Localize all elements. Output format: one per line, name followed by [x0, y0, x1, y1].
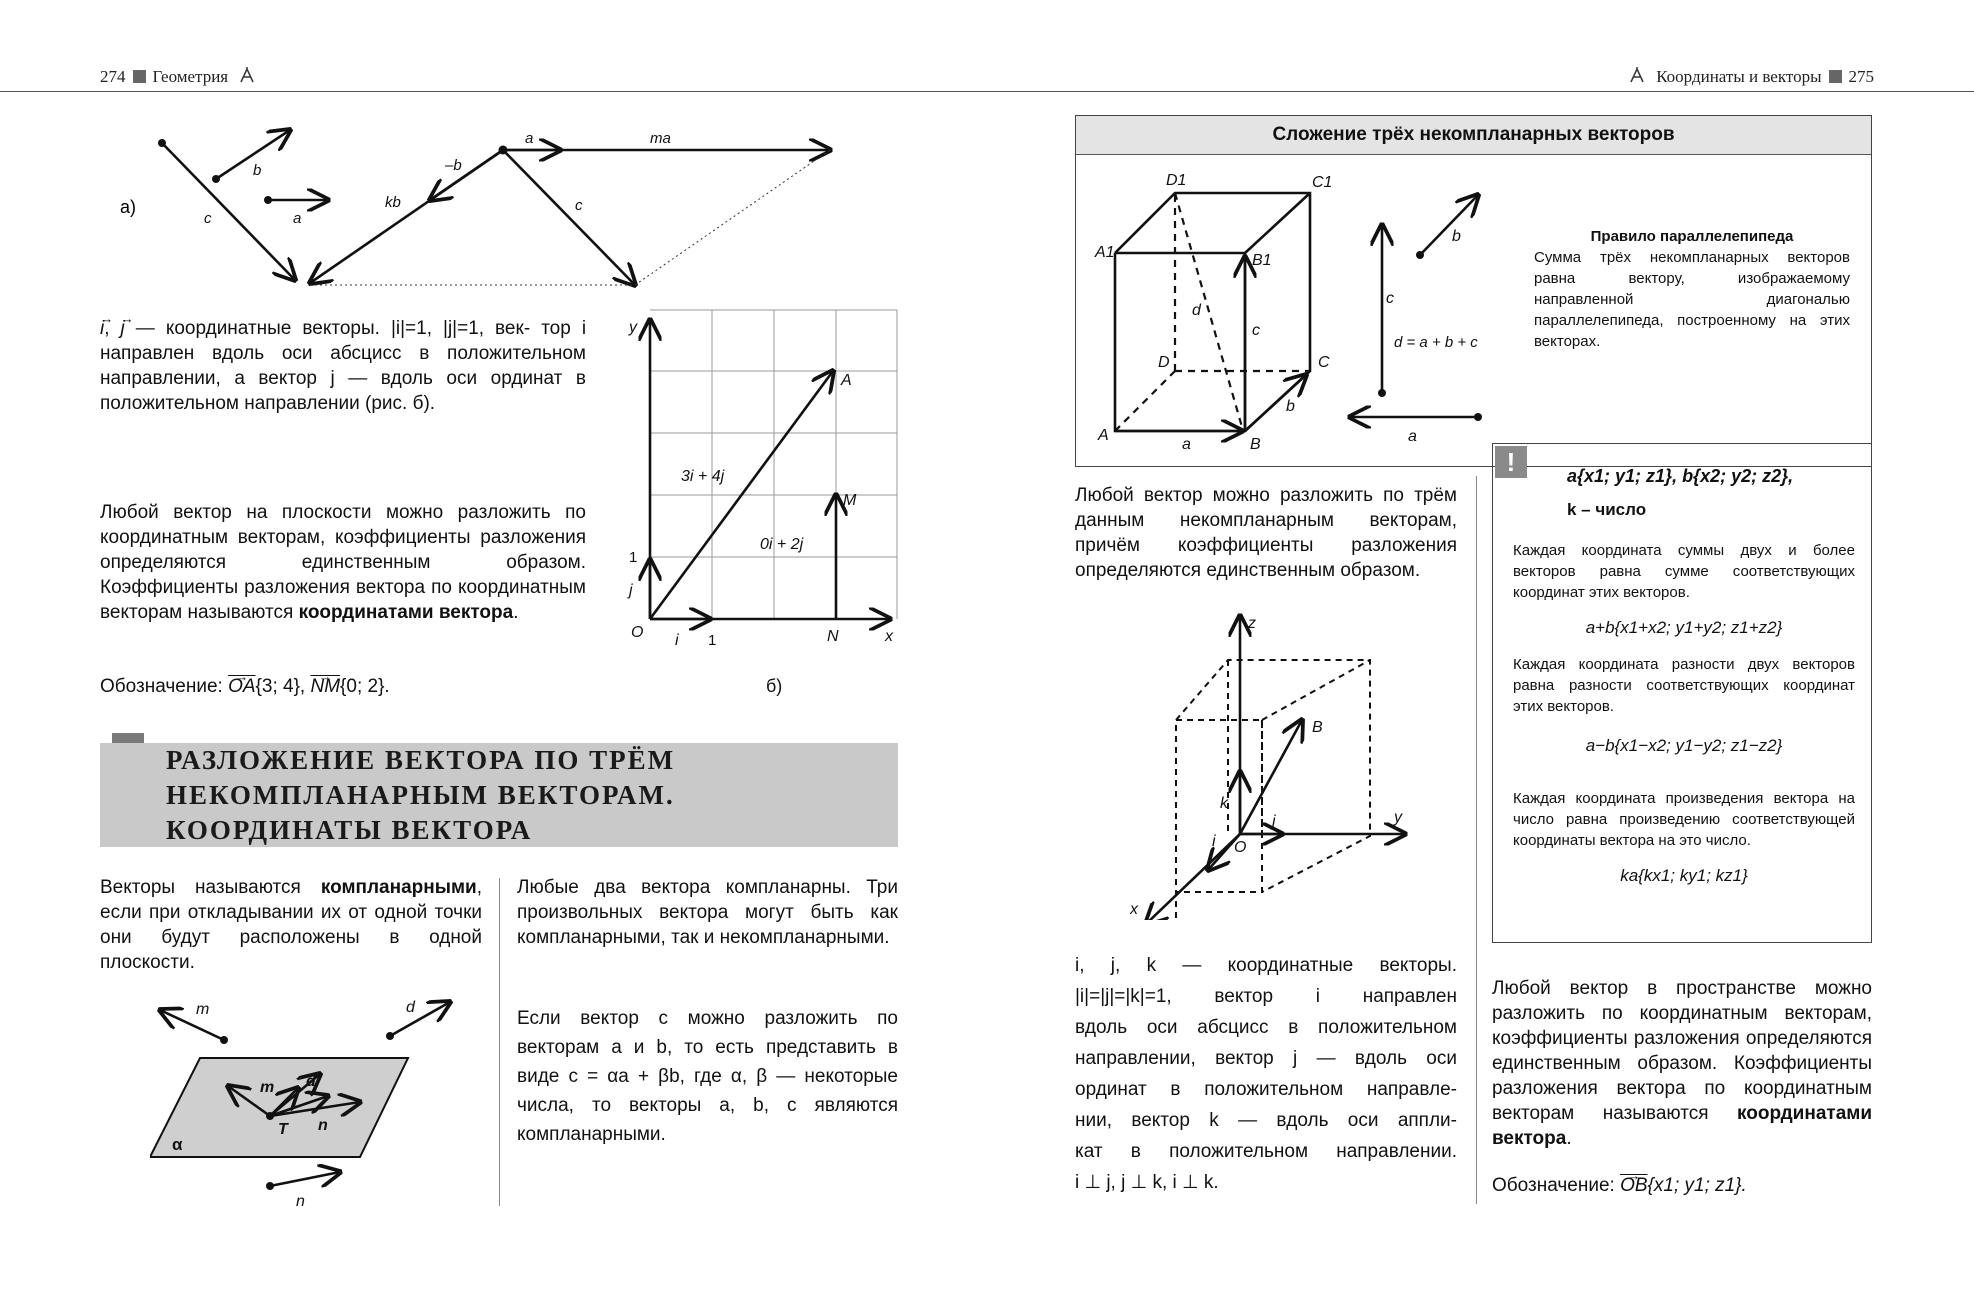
fig-a-label-kb: kb [385, 194, 401, 211]
coordinate-rules-note [1492, 443, 1872, 943]
fig-a-label-minus-b: –b [445, 157, 462, 174]
note-head-1: a{x1; y1; z1}, b{x2; y2; z2}, [1567, 466, 1794, 486]
cube-label-va: a [1182, 436, 1191, 453]
cube-label-a: A [1098, 427, 1109, 444]
note-head-2: k – число [1567, 500, 1647, 519]
ijk-perp: i ⊥ j, j ⊥ k, i ⊥ k. [1075, 1172, 1219, 1193]
ijk-paragraph [1075, 950, 1457, 1198]
cube-label-vb: b [1286, 398, 1295, 415]
side-label-a: a [1408, 428, 1417, 445]
fig-a-label-ma: ma [650, 130, 671, 147]
grid-label-oa-expr: 3i + 4j [681, 468, 725, 485]
notation-nm-name: → $\overline{NM}$ [310, 674, 340, 699]
header-square-icon [133, 70, 146, 83]
right-page-number: 275 [1848, 67, 1874, 86]
parallelepiped-rule [1534, 226, 1850, 352]
ijk-line-2: |i|=|j|=|k|=1, вектор i направлен [1075, 986, 1457, 1007]
right-header-title: Координаты и векторы [1656, 67, 1822, 86]
grid-label-one-x: 1 [708, 632, 717, 649]
plane-label-m: m [260, 1079, 275, 1096]
fig-a-label-a: a [293, 210, 302, 227]
plane-label-alpha: α [172, 1135, 183, 1154]
ijk-line-1: i, j, k — координатные векторы. [1075, 955, 1457, 976]
rule-title: Правило параллелепипеда [1590, 228, 1794, 245]
column-divider [499, 878, 500, 1206]
compass-icon [238, 66, 256, 84]
space-notation-label: Обозначение: [1492, 1175, 1615, 1196]
note-sum-text: Каждая координата суммы двух и более векторов равна сумме соответствующих координат этих векторов. [1513, 542, 1855, 601]
grid-label-m: M [843, 492, 857, 509]
decomp-text: Любой вектор на плоскости можно разложить по координатным векторам, коэффициенты разложения определяются единственным образом. Коэффициенты разложения вектора по координатным векторам называются [100, 502, 586, 623]
any-two-paragraph: Любые два вектора компланарны. Три произвольных вектора могут быть как компланарными, так и некомпланарными. [517, 877, 898, 948]
right-running-header [1628, 66, 1874, 87]
notation-oa-name: → $\overline{OA}$ [228, 674, 255, 699]
plane-label-t: T [278, 1121, 288, 1138]
fig-a-label-a2: a [525, 130, 534, 147]
ijk-line-5: ординат в положительном направле- [1075, 1079, 1457, 1100]
grid-label-one-y: 1 [629, 549, 638, 566]
section-title-line-3: КООРДИНАТЫ ВЕКТОРА [166, 815, 533, 845]
axes-label-z: z [1248, 615, 1256, 632]
coord-text-rest: тор i направлен вдоль оси абсцисс в положительном направлении, а вектор j — вдоль оси ординат в положительном направлении (рис. б). [100, 318, 587, 414]
grid-label-a: A [841, 372, 852, 389]
axes-label-b: B [1312, 719, 1323, 736]
left-header-title: Геометрия [152, 67, 229, 86]
cube-label-c1: C1 [1312, 174, 1333, 191]
coplanar-pre: Векторы называются [100, 877, 301, 898]
if-vector-paragraph: Если вектор c можно разложить по векторам a и b, то есть представить в виде c = αa + βb, где α, β — некоторые числа, то векторы a, b, c являются компланарными. [517, 1008, 898, 1145]
cube-label-b1: B1 [1252, 252, 1272, 269]
decomp-bold: координатами вектора [298, 602, 514, 623]
grid-label-i: i [675, 632, 679, 649]
compass-icon [1628, 66, 1646, 84]
side-label-c: c [1386, 290, 1394, 307]
figure-b-label: б) [766, 676, 783, 696]
three-vectors-paragraph: Любой вектор можно разложить по трём данным некомпланарным векторам, причём коэффициенты разложения определяются единственным образом. [1075, 485, 1457, 581]
ijk-line-6: нии, вектор k — вдоль оси аппли- [1075, 1110, 1457, 1131]
grid-label-n: N [827, 628, 839, 645]
section-title-line-2: НЕКОМПЛАНАРНЫМ ВЕКТОРАМ. [166, 780, 675, 810]
axes-label-i: i [1212, 833, 1216, 850]
axes-label-o: O [1234, 839, 1247, 856]
header-rule [0, 91, 1974, 92]
plane-label-m-top: m [196, 1001, 210, 1018]
axes-label-k: k [1220, 795, 1228, 812]
cube-label-vc: c [1252, 322, 1260, 339]
plane-label-d: d [306, 1073, 316, 1090]
coplanar-bold: компланарными [320, 877, 477, 898]
cube-label-d1: D1 [1166, 172, 1187, 189]
grid-label-x: x [885, 628, 893, 645]
ijk-line-3: вдоль оси абсцисс в положительном [1075, 1017, 1457, 1038]
fig-a-label-c2: c [575, 197, 583, 214]
figure-a-label: а) [120, 197, 137, 217]
box-title: Сложение трёх некомпланарных векторов [1076, 116, 1871, 155]
rule-text: Сумма трёх некомпланарных векторов равна вектору, изображаемому направленной диагональю параллелепипеда, построенному на этих векторах. [1534, 249, 1850, 350]
grid-label-y: y [629, 319, 637, 336]
cube-label-c: C [1318, 354, 1330, 371]
plane-label-n-bottom: n [296, 1193, 305, 1210]
notation-label: Обозначение: [100, 676, 223, 697]
note-sum-formula: a+b{x1+x2; y1+y2; z1+z2} [1585, 618, 1783, 637]
header-square-icon [1829, 70, 1842, 83]
space-text: Любой вектор в пространстве можно разложить по координатным векторам, коэффициенты разложения определяются единственным образом. Коэффициенты разложения вектора по координатным векторам называются [1492, 978, 1872, 1124]
column-divider-right [1476, 476, 1477, 1204]
fig-a-label-b: b [253, 162, 262, 179]
axes-label-x: x [1130, 901, 1138, 918]
plane-vectors-figure [150, 992, 470, 1210]
cube-label-d: D [1158, 354, 1170, 371]
section-title-line-1: РАЗЛОЖЕНИЕ ВЕКТОРА ПО ТРЁМ [166, 745, 676, 775]
notation-oa-vals: {3; 4}, [255, 676, 306, 697]
note-mul-text: Каждая координата произведения вектора на число равна произведению соответствующей координаты вектора на это число. [1513, 790, 1855, 849]
figure-a-vector-operations [100, 115, 860, 300]
axes-label-j: j [1272, 813, 1276, 830]
grid-label-o: O [631, 624, 644, 641]
grid-label-j: j [629, 582, 633, 599]
notation-line [100, 674, 586, 699]
section-title [100, 743, 898, 847]
figure-b-coordinate-grid [615, 305, 905, 655]
note-diff-text: Каждая координата разности двух векторов равна разности соответствующих координат этих векторов. [1513, 656, 1855, 715]
coplanar-definition [100, 875, 482, 975]
side-label-b: b [1452, 228, 1461, 245]
left-running-header [100, 66, 256, 87]
space-bold: координатами вектора [1492, 1103, 1872, 1149]
coplanar-post: , если при откладывании их от одной точки они будут расположены в одной плоскости. [100, 877, 482, 973]
cube-label-a1: A1 [1095, 244, 1115, 261]
parallelepiped-figure [1090, 165, 1510, 460]
grid-label-nm-expr: 0i + 2j [760, 536, 804, 553]
decomposition-paragraph: Любой вектор на плоскости можно разложить по координатным векторам, коэффициенты разложения определяются единственным образом. Коэффициенты разложения вектора по координатным векторам называются координатами вектора. [100, 502, 586, 623]
plane-label-n: n [318, 1117, 328, 1134]
spatial-axes-figure [1130, 608, 1420, 920]
space-vector-paragraph: Любой вектор в пространстве можно разложить по координатным векторам, коэффициенты разложения определяются единственным образом. Коэффициенты разложения вектора по координатным векторам называются координатами вектора. [1492, 978, 1872, 1149]
coord-vectors-paragraph: → i, → j — координатные векторы. |i|=1, |j|=1, век- тор i направлен вдоль оси абсцисс в положительном направлении, а вектор j — вдоль оси ординат в положительном направлении (рис. б). [100, 316, 586, 416]
coord-text-eq: |i|=1, |j|=1, век- [390, 318, 531, 339]
side-label-sum: d = a + b + c [1394, 334, 1478, 351]
notation-nm-vals: {0; 2}. [340, 676, 390, 697]
cube-label-b: B [1250, 436, 1261, 453]
space-notation-name: → $\overline{OB}$ [1620, 1173, 1647, 1198]
axes-label-y: y [1394, 809, 1402, 826]
note-diff-formula: a−b{x1−x2; y1−y2; z1−z2} [1585, 736, 1783, 755]
note-exclamation-icon: ! [1495, 446, 1527, 478]
note-mul-formula: ka{kx1; ky1; kz1} [1620, 866, 1748, 885]
ijk-line-7: кат в положительном направлении. [1075, 1141, 1457, 1162]
ijk-line-4: направлении, вектор j — вдоль оси [1075, 1048, 1457, 1069]
fig-a-label-c: c [204, 210, 212, 227]
coord-text-line1: — координатные векторы. [135, 318, 380, 339]
cube-label-vd: d [1192, 302, 1201, 319]
space-notation-line [1492, 1173, 1872, 1198]
left-page-number: 274 [100, 67, 126, 86]
plane-label-d-top: d [406, 999, 415, 1016]
space-notation-vals: {x1; y1; z1}. [1647, 1175, 1747, 1196]
